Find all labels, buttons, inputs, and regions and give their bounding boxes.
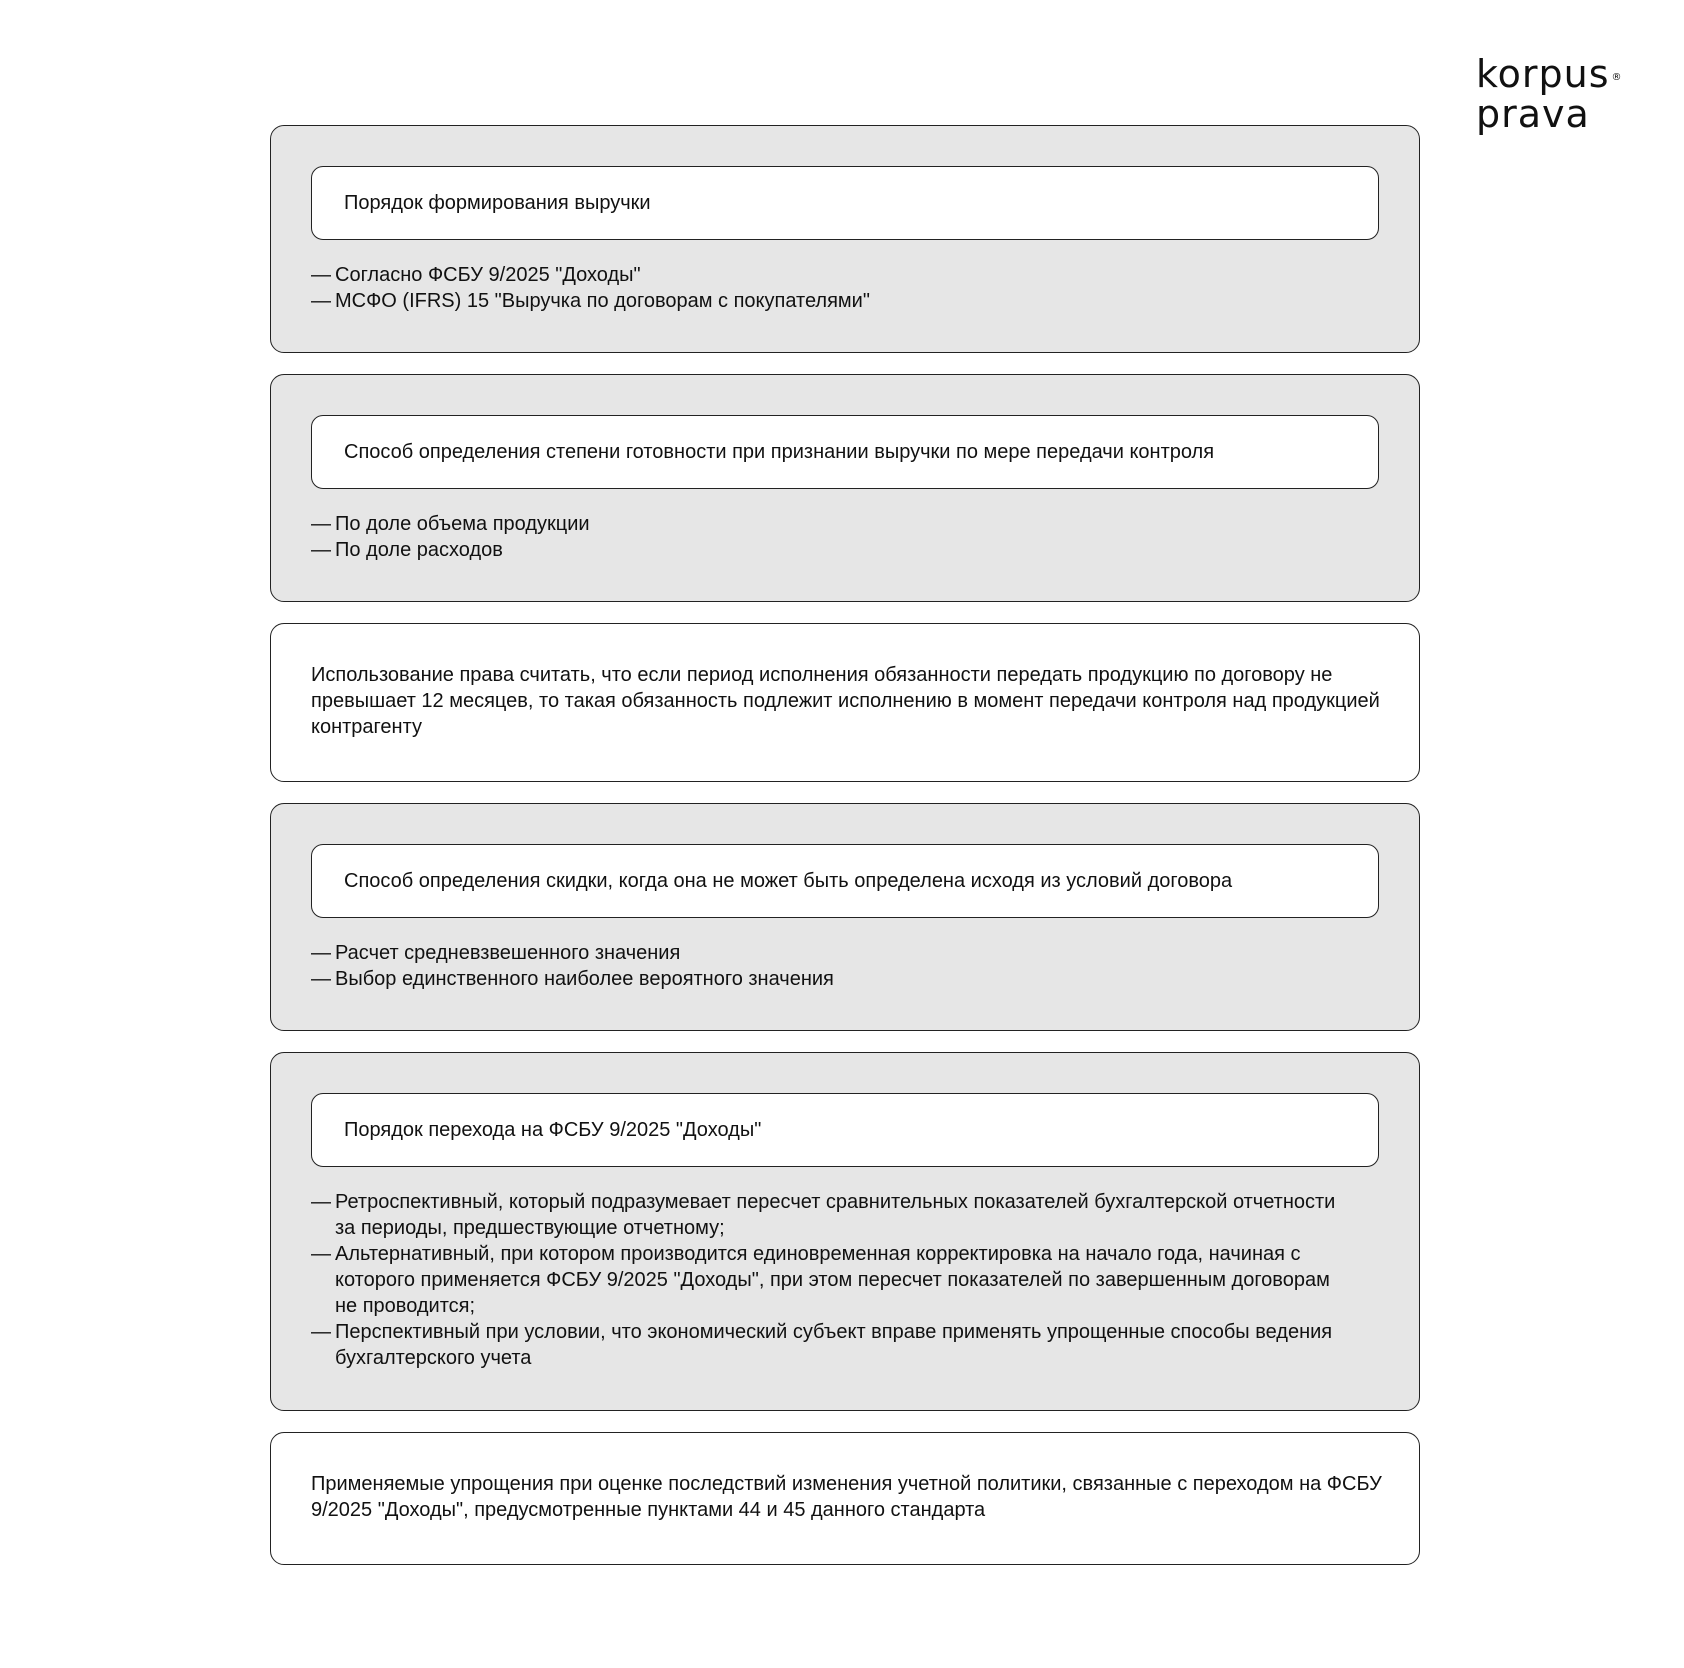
card-heading-text: Способ определения степени готовности при признании выручки по мере передачи контроля: [344, 440, 1215, 463]
card-discount-method: [270, 803, 1420, 1031]
card-heading-text: Порядок формирования выручки: [344, 191, 651, 214]
card-text: Применяемые упрощения при оценке последствий изменения учетной политики, связанные с переходом на ФСБУ 9/2025 "Доходы", предусмотренные пунктами 44 и 45 данного стандарта: [311, 1473, 1382, 1521]
bullet-list: [311, 1189, 1339, 1371]
card-heading-text: Порядок перехода на ФСБУ 9/2025 "Доходы": [344, 1118, 762, 1141]
dash-icon: —: [311, 539, 331, 561]
dash-icon: —: [311, 290, 331, 312]
list-item: — Расчет средневзвешенного значения: [311, 942, 681, 964]
bullet-list: [311, 940, 1359, 992]
card-simplifications: [270, 1432, 1420, 1565]
card-12-month-right: [270, 623, 1420, 782]
registered-mark: ®: [1611, 72, 1623, 83]
korpus-prava-logo: [1476, 54, 1623, 134]
bullet-list: [311, 262, 1359, 314]
dash-icon: —: [311, 942, 331, 964]
bullet-list: [311, 511, 1359, 563]
list-item: — По доле объема продукции: [311, 513, 590, 535]
card-completion-degree: [270, 374, 1420, 602]
dash-icon: —: [311, 513, 331, 535]
dash-icon: —: [311, 1243, 331, 1265]
card-revenue-formation: [270, 125, 1420, 353]
dash-icon: —: [311, 968, 331, 990]
list-item: — Выбор единственного наиболее вероятного значения: [311, 968, 834, 990]
card-transition-order: [270, 1052, 1420, 1411]
dash-icon: —: [311, 264, 331, 286]
card-text: Использование права считать, что если период исполнения обязанности передать продукцию по договору не превышает 12 месяцев, то такая обязанность подлежит исполнению в момент передачи контроля над продукцией контрагенту: [311, 664, 1380, 738]
list-item: — МСФО (IFRS) 15 "Выручка по договорам с покупателями": [311, 290, 870, 312]
list-item: — Альтернативный, при котором производится единовременная корректировка на начало года, начиная с которого применяется ФСБУ 9/2025 "Доходы", при этом пересчет показателей по завершенным договорам не проводится;: [311, 1243, 1330, 1317]
dash-icon: —: [311, 1191, 331, 1213]
list-item: — Согласно ФСБУ 9/2025 "Доходы": [311, 264, 641, 286]
logo-line1: korpus: [1476, 52, 1610, 96]
dash-icon: —: [311, 1321, 331, 1343]
card-heading: [311, 166, 1379, 240]
list-item: — Ретроспективный, который подразумевает пересчет сравнительных показателей бухгалтерской отчетности за периоды, предшествующие отчетному;: [311, 1191, 1336, 1239]
list-item: — Перспективный при условии, что экономический субъект вправе применять упрощенные способы ведения бухгалтерского учета: [311, 1321, 1333, 1369]
card-heading: [311, 415, 1379, 489]
card-heading-text: Способ определения скидки, когда она не может быть определена исходя из условий договора: [344, 869, 1233, 892]
card-heading: [311, 844, 1379, 918]
card-heading: [311, 1093, 1379, 1167]
logo-line2: prava: [1476, 92, 1590, 136]
list-item: — По доле расходов: [311, 539, 503, 561]
